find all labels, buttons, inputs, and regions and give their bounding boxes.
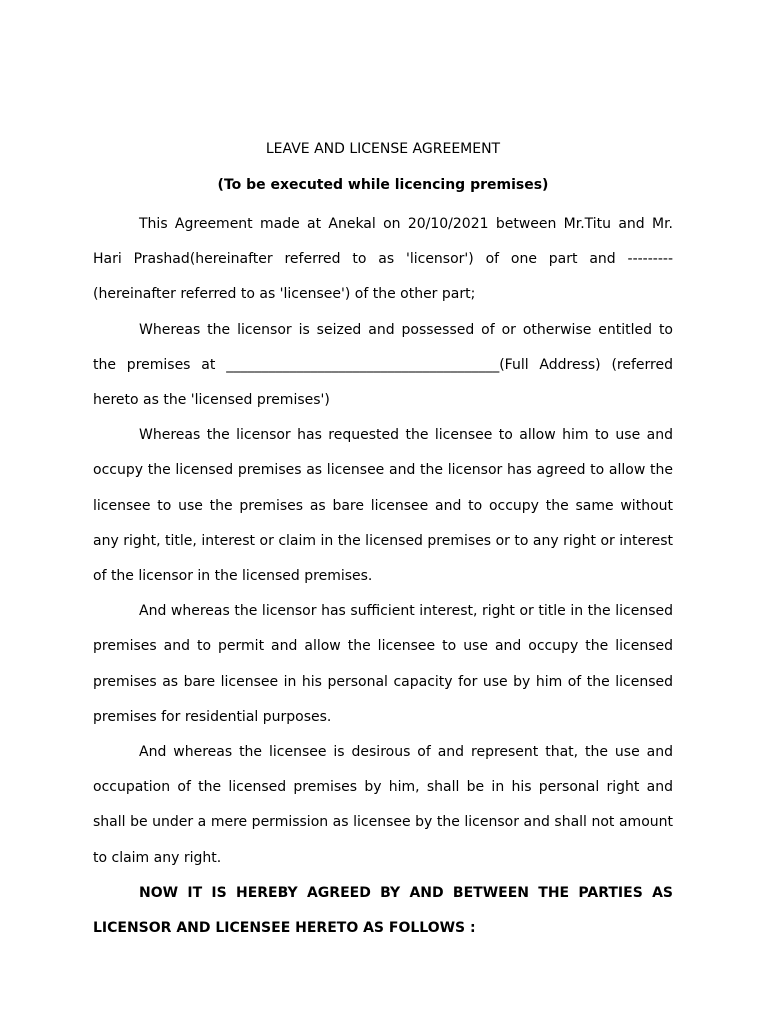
paragraph-representation: And whereas the licensee is desirous of and represent that, the use and occupation of the licensed premises by him, shall be in his personal right and shall be under a mere permission as licensee by the licensor and shall not amount to claim any right. — [93, 744, 673, 866]
document-body — [93, 137, 673, 946]
paragraph-agreement-parties: This Agreement made at Anekal on 20/10/2021 between Mr.Titu and Mr. Hari Prashad(hereinafter referred to as 'licensor') of one part and --------- (hereinafter referred to as 'licensee') of the other part; — [93, 216, 673, 303]
closing-statement: NOW IT IS HEREBY AGREED BY AND BETWEEN THE PARTIES AS LICENSOR AND LICENSEE HERETO AS FOLLOWS : — [93, 884, 673, 937]
document-subtitle: (To be executed while licencing premises) — [217, 177, 549, 193]
paragraph-interest: And whereas the licensor has sufficient interest, right or title in the licensed premises and to permit and allow the licensee to use and occupy the licensed premises as bare licensee in his personal capacity for use by him of the licensed premises for residential purposes. — [93, 603, 673, 725]
paragraph-request: Whereas the licensor has requested the licensee to allow him to use and occupy the licensed premises as licensee and the licensor has agreed to allow the licensee to use the premises as bare licensee and to occupy the same without any right, title, interest or claim in the licensed premises or to any right or interest of the licensor in the licensed premises. — [93, 427, 673, 585]
document-title: LEAVE AND LICENSE AGREEMENT — [265, 141, 501, 157]
paragraph-premises: Whereas the licensor is seized and possessed of or otherwise entitled to the premises at _______________________________________(Full Address) (referred hereto as the 'licensed premises') — [93, 321, 673, 409]
